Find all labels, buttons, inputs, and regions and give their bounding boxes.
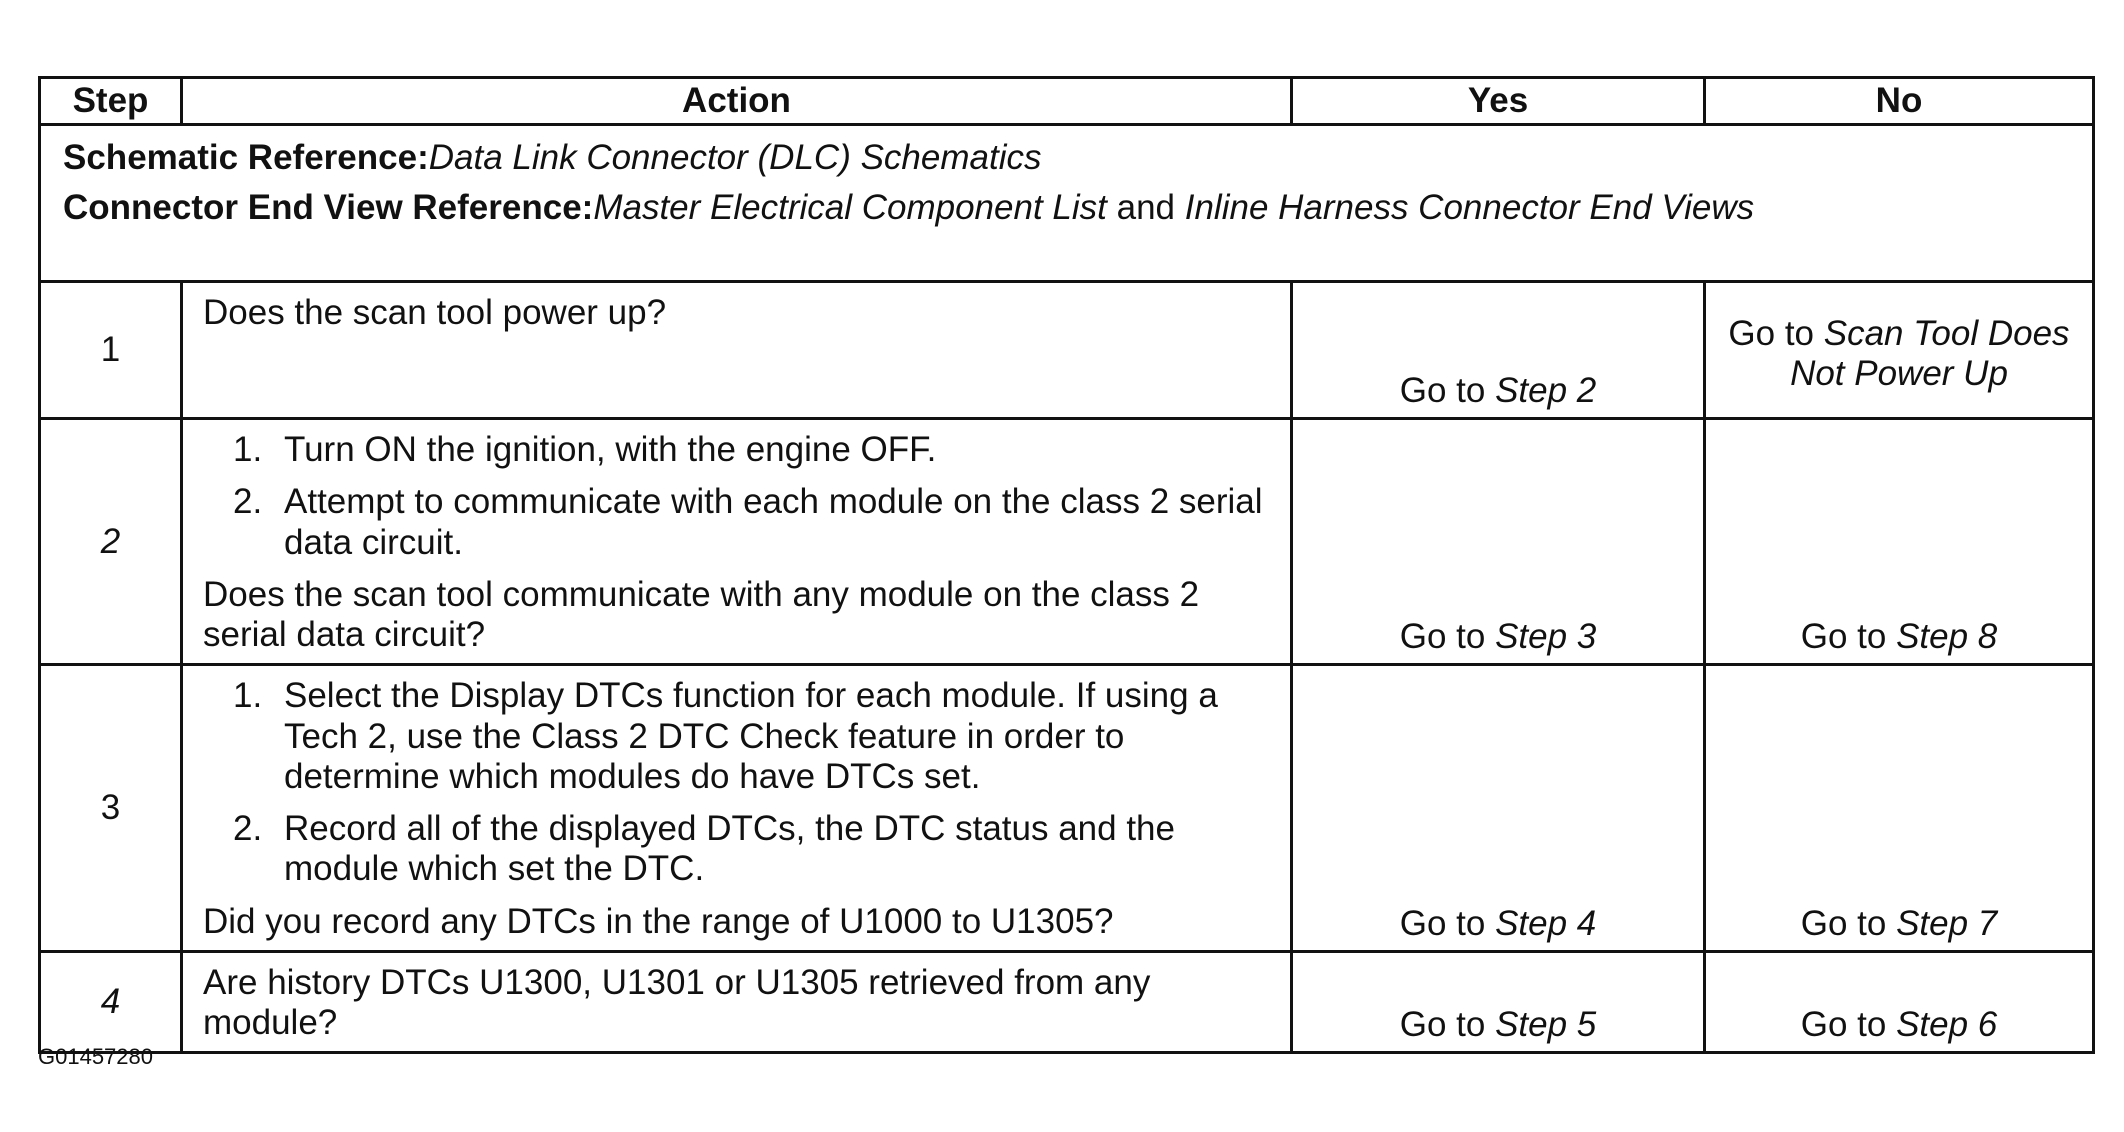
connector-reference-and: and bbox=[1106, 188, 1185, 228]
no-cell bbox=[1705, 419, 2094, 665]
step-number: 3 bbox=[40, 665, 182, 952]
yes-cell bbox=[1292, 282, 1705, 419]
action-list bbox=[203, 430, 1278, 563]
action-question: Does the scan tool communicate with any module on the class 2 serial data circuit? bbox=[203, 574, 1200, 654]
action-question: Does the scan tool power up? bbox=[203, 293, 667, 332]
step-number: 1 bbox=[40, 282, 182, 419]
action-cell bbox=[182, 282, 1292, 419]
yes-target: Step 4 bbox=[1495, 903, 1597, 943]
yes-prefix: Go to bbox=[1399, 903, 1496, 943]
action-item-text: Select the Display DTCs function for each module. If using a Tech 2, use the Class 2 DTC Check feature in order to determine which modules do have DTCs set. bbox=[284, 676, 1218, 796]
header-no: No bbox=[1705, 78, 2094, 125]
action-list bbox=[203, 676, 1278, 889]
yes-cell bbox=[1292, 951, 1705, 1053]
header-yes: Yes bbox=[1292, 78, 1705, 125]
action-item-number: 2. bbox=[233, 482, 263, 522]
no-prefix: Go to bbox=[1800, 617, 1897, 656]
table-row-step-1 bbox=[40, 282, 2094, 419]
action-cell bbox=[182, 665, 1292, 952]
reference-row bbox=[40, 125, 2094, 282]
action-item-text: Record all of the displayed DTCs, the DTC status and the module which set the DTC. bbox=[284, 809, 1175, 889]
header-row bbox=[40, 78, 2094, 125]
action-cell bbox=[182, 419, 1292, 665]
diagnostic-table bbox=[38, 76, 2095, 1054]
yes-prefix: Go to bbox=[1399, 1005, 1496, 1044]
no-target: Scan Tool Does Not Power Up bbox=[1790, 313, 2070, 393]
header-step: Step bbox=[40, 78, 182, 125]
connector-reference-value-1: Master Electrical Component List bbox=[593, 188, 1107, 228]
no-target: Step 8 bbox=[1896, 617, 1998, 656]
schematic-reference bbox=[63, 138, 2092, 178]
connector-reference-label: Connector End View Reference: bbox=[63, 188, 594, 228]
yes-cell bbox=[1292, 665, 1705, 952]
action-item-number: 1. bbox=[233, 430, 263, 469]
no-prefix: Go to bbox=[1728, 313, 1824, 353]
table-row-step-4 bbox=[40, 951, 2094, 1053]
table-row-step-2 bbox=[40, 419, 2094, 665]
yes-target: Step 3 bbox=[1495, 617, 1597, 656]
no-cell bbox=[1705, 282, 2094, 419]
no-target: Step 7 bbox=[1896, 903, 1998, 943]
action-cell bbox=[182, 951, 1292, 1053]
no-cell bbox=[1705, 665, 2094, 952]
action-list-item bbox=[203, 676, 1278, 797]
yes-target: Step 5 bbox=[1495, 1005, 1597, 1044]
no-prefix: Go to bbox=[1800, 1005, 1897, 1044]
action-list-item bbox=[203, 430, 1278, 470]
yes-prefix: Go to bbox=[1399, 370, 1496, 410]
no-target: Step 6 bbox=[1896, 1005, 1998, 1044]
action-question: Did you record any DTCs in the range of U1000 to U1305? bbox=[203, 901, 1114, 941]
action-item-text: Turn ON the ignition, with the engine OFF. bbox=[284, 430, 937, 469]
action-list-item bbox=[203, 809, 1278, 890]
reference-cell bbox=[40, 125, 2094, 282]
schematic-reference-label: Schematic Reference: bbox=[63, 138, 429, 177]
yes-target: Step 2 bbox=[1495, 370, 1597, 410]
action-question: Are history DTCs U1300, U1301 or U1305 retrieved from any module? bbox=[203, 962, 1151, 1042]
action-item-text: Attempt to communicate with each module on the class 2 serial data circuit. bbox=[284, 482, 1263, 562]
table-row-step-3 bbox=[40, 665, 2094, 952]
no-cell bbox=[1705, 951, 2094, 1053]
yes-cell bbox=[1292, 419, 1705, 665]
step-number: 2 bbox=[40, 419, 182, 665]
action-item-number: 2. bbox=[233, 809, 263, 848]
no-prefix: Go to bbox=[1800, 903, 1897, 943]
connector-reference bbox=[63, 188, 2092, 228]
figure-id: G01457280 bbox=[38, 1044, 153, 1069]
step-number: 4 bbox=[40, 951, 182, 1053]
header-action: Action bbox=[182, 78, 1292, 125]
action-list-item bbox=[203, 482, 1278, 563]
connector-reference-value-2: Inline Harness Connector End Views bbox=[1184, 188, 1755, 228]
yes-prefix: Go to bbox=[1399, 617, 1496, 656]
schematic-reference-value: Data Link Connector (DLC) Schematics bbox=[428, 138, 1042, 177]
action-item-number: 1. bbox=[233, 676, 263, 716]
